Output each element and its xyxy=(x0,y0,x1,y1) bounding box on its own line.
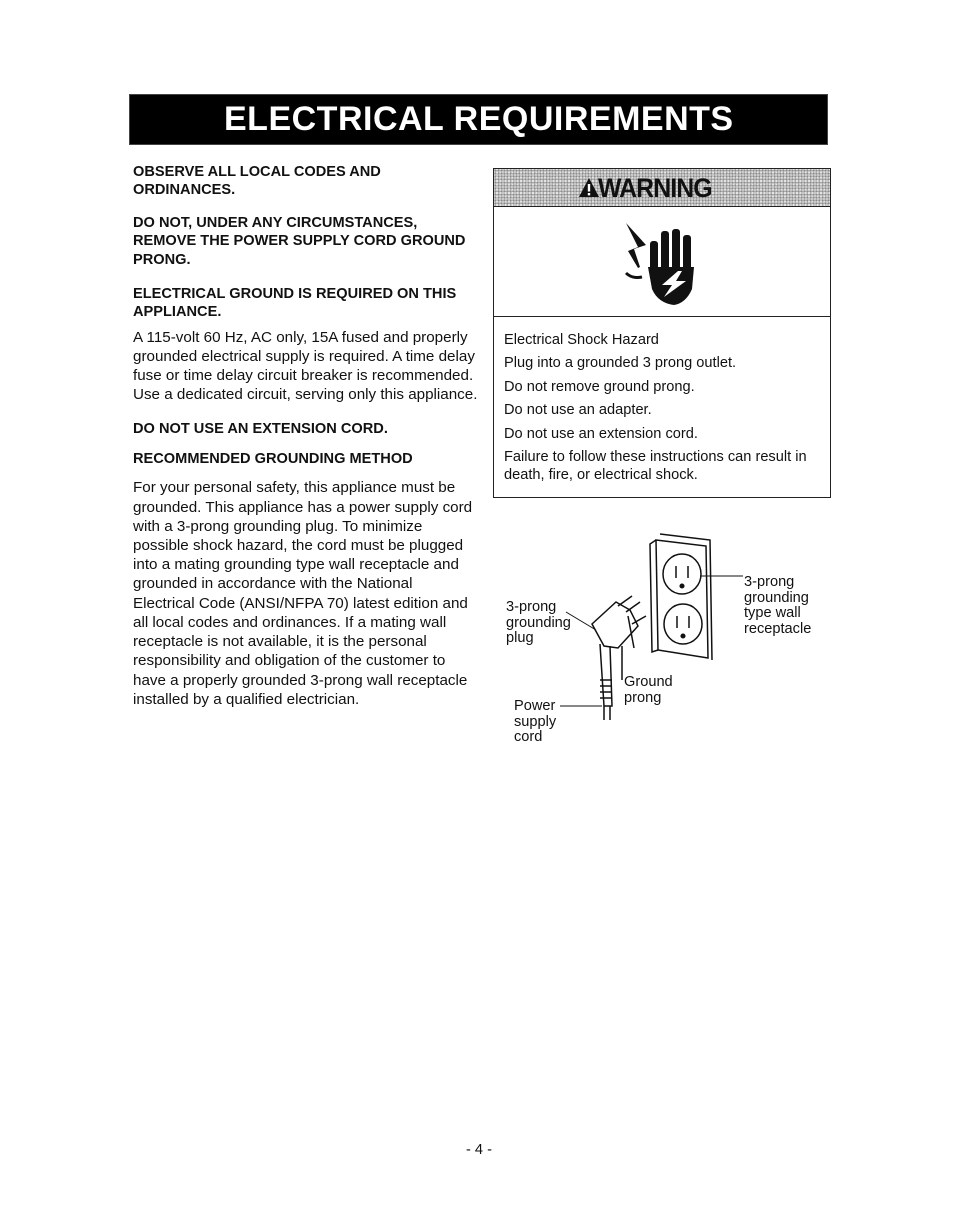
power-cord-label: Power supply cord xyxy=(514,698,557,745)
warning-line-grounded-outlet: Plug into a grounded 3 prong outlet. xyxy=(504,355,737,372)
warning-line-hazard: Electrical Shock Hazard xyxy=(504,332,659,348)
grounding-diagram xyxy=(500,530,840,760)
paragraph-grounding-method: For your personal safety, this appliance must be grounded. This appliance has a power supply cord with a 3-prong grounding plug. To minimize possible shock hazard, the cord must be plugged into a mating grounding type wall receptacle and grounded in accordance with the National Electrical Code (ANSI/NFPA 70) latest edition and all local codes and ordinances. If a mating wall receptacle is not available, it is the personal responsibility and obligation of the customer to have a properly grounded 3-prong wall receptacle installed by a qualified electrician. xyxy=(133,479,473,708)
heading-grounding-method: RECOMMENDED GROUNDING METHOD xyxy=(133,451,413,468)
heading-ground-prong: DO NOT, UNDER ANY CIRCUMSTANCES, REMOVE THE POWER SUPPLY CORD GROUND PRONG. xyxy=(133,214,466,268)
shock-icon-panel xyxy=(494,207,830,317)
warning-line-adapter: Do not use an adapter. xyxy=(504,402,652,419)
ground-prong-label: Ground prong xyxy=(624,674,673,706)
page-title: ELECTRICAL REQUIREMENTS xyxy=(224,100,734,138)
heading-ground-required: ELECTRICAL GROUND IS REQUIRED ON THIS APPLIANCE. xyxy=(133,286,457,321)
electric-shock-hand-icon xyxy=(612,219,712,309)
wall-receptacle-icon xyxy=(650,534,712,660)
plug-label: 3-prong grounding plug xyxy=(506,599,571,646)
title-banner xyxy=(129,94,828,145)
warning-label: WARNING xyxy=(598,173,712,203)
heading-no-extension-cord: DO NOT USE AN EXTENSION CORD. xyxy=(133,420,388,437)
warning-header xyxy=(494,169,830,207)
alert-triangle-icon xyxy=(578,177,600,199)
warning-line-consequence: Failure to follow these instructions can result in death, fire, or electrical shock. xyxy=(504,448,807,483)
warning-instructions xyxy=(504,331,824,489)
receptacle-label: 3-prong grounding type wall receptacle xyxy=(744,574,812,637)
page-number: - 4 - xyxy=(466,1142,492,1158)
warning-line-ground-prong: Do not remove ground prong. xyxy=(504,378,695,395)
warning-box xyxy=(493,168,831,498)
power-cord-icon xyxy=(600,680,612,720)
heading-observe-codes: OBSERVE ALL LOCAL CODES AND ORDINANCES. xyxy=(133,164,381,199)
paragraph-supply-requirements: A 115-volt 60 Hz, AC only, 15A fused and properly grounded electrical supply is required. A time delay fuse or time delay circuit breaker is recommended. Use a dedicated circuit, serving only this appliance. xyxy=(133,328,478,404)
left-column xyxy=(133,163,478,709)
warning-line-extension-cord: Do not use an extension cord. xyxy=(504,425,698,442)
